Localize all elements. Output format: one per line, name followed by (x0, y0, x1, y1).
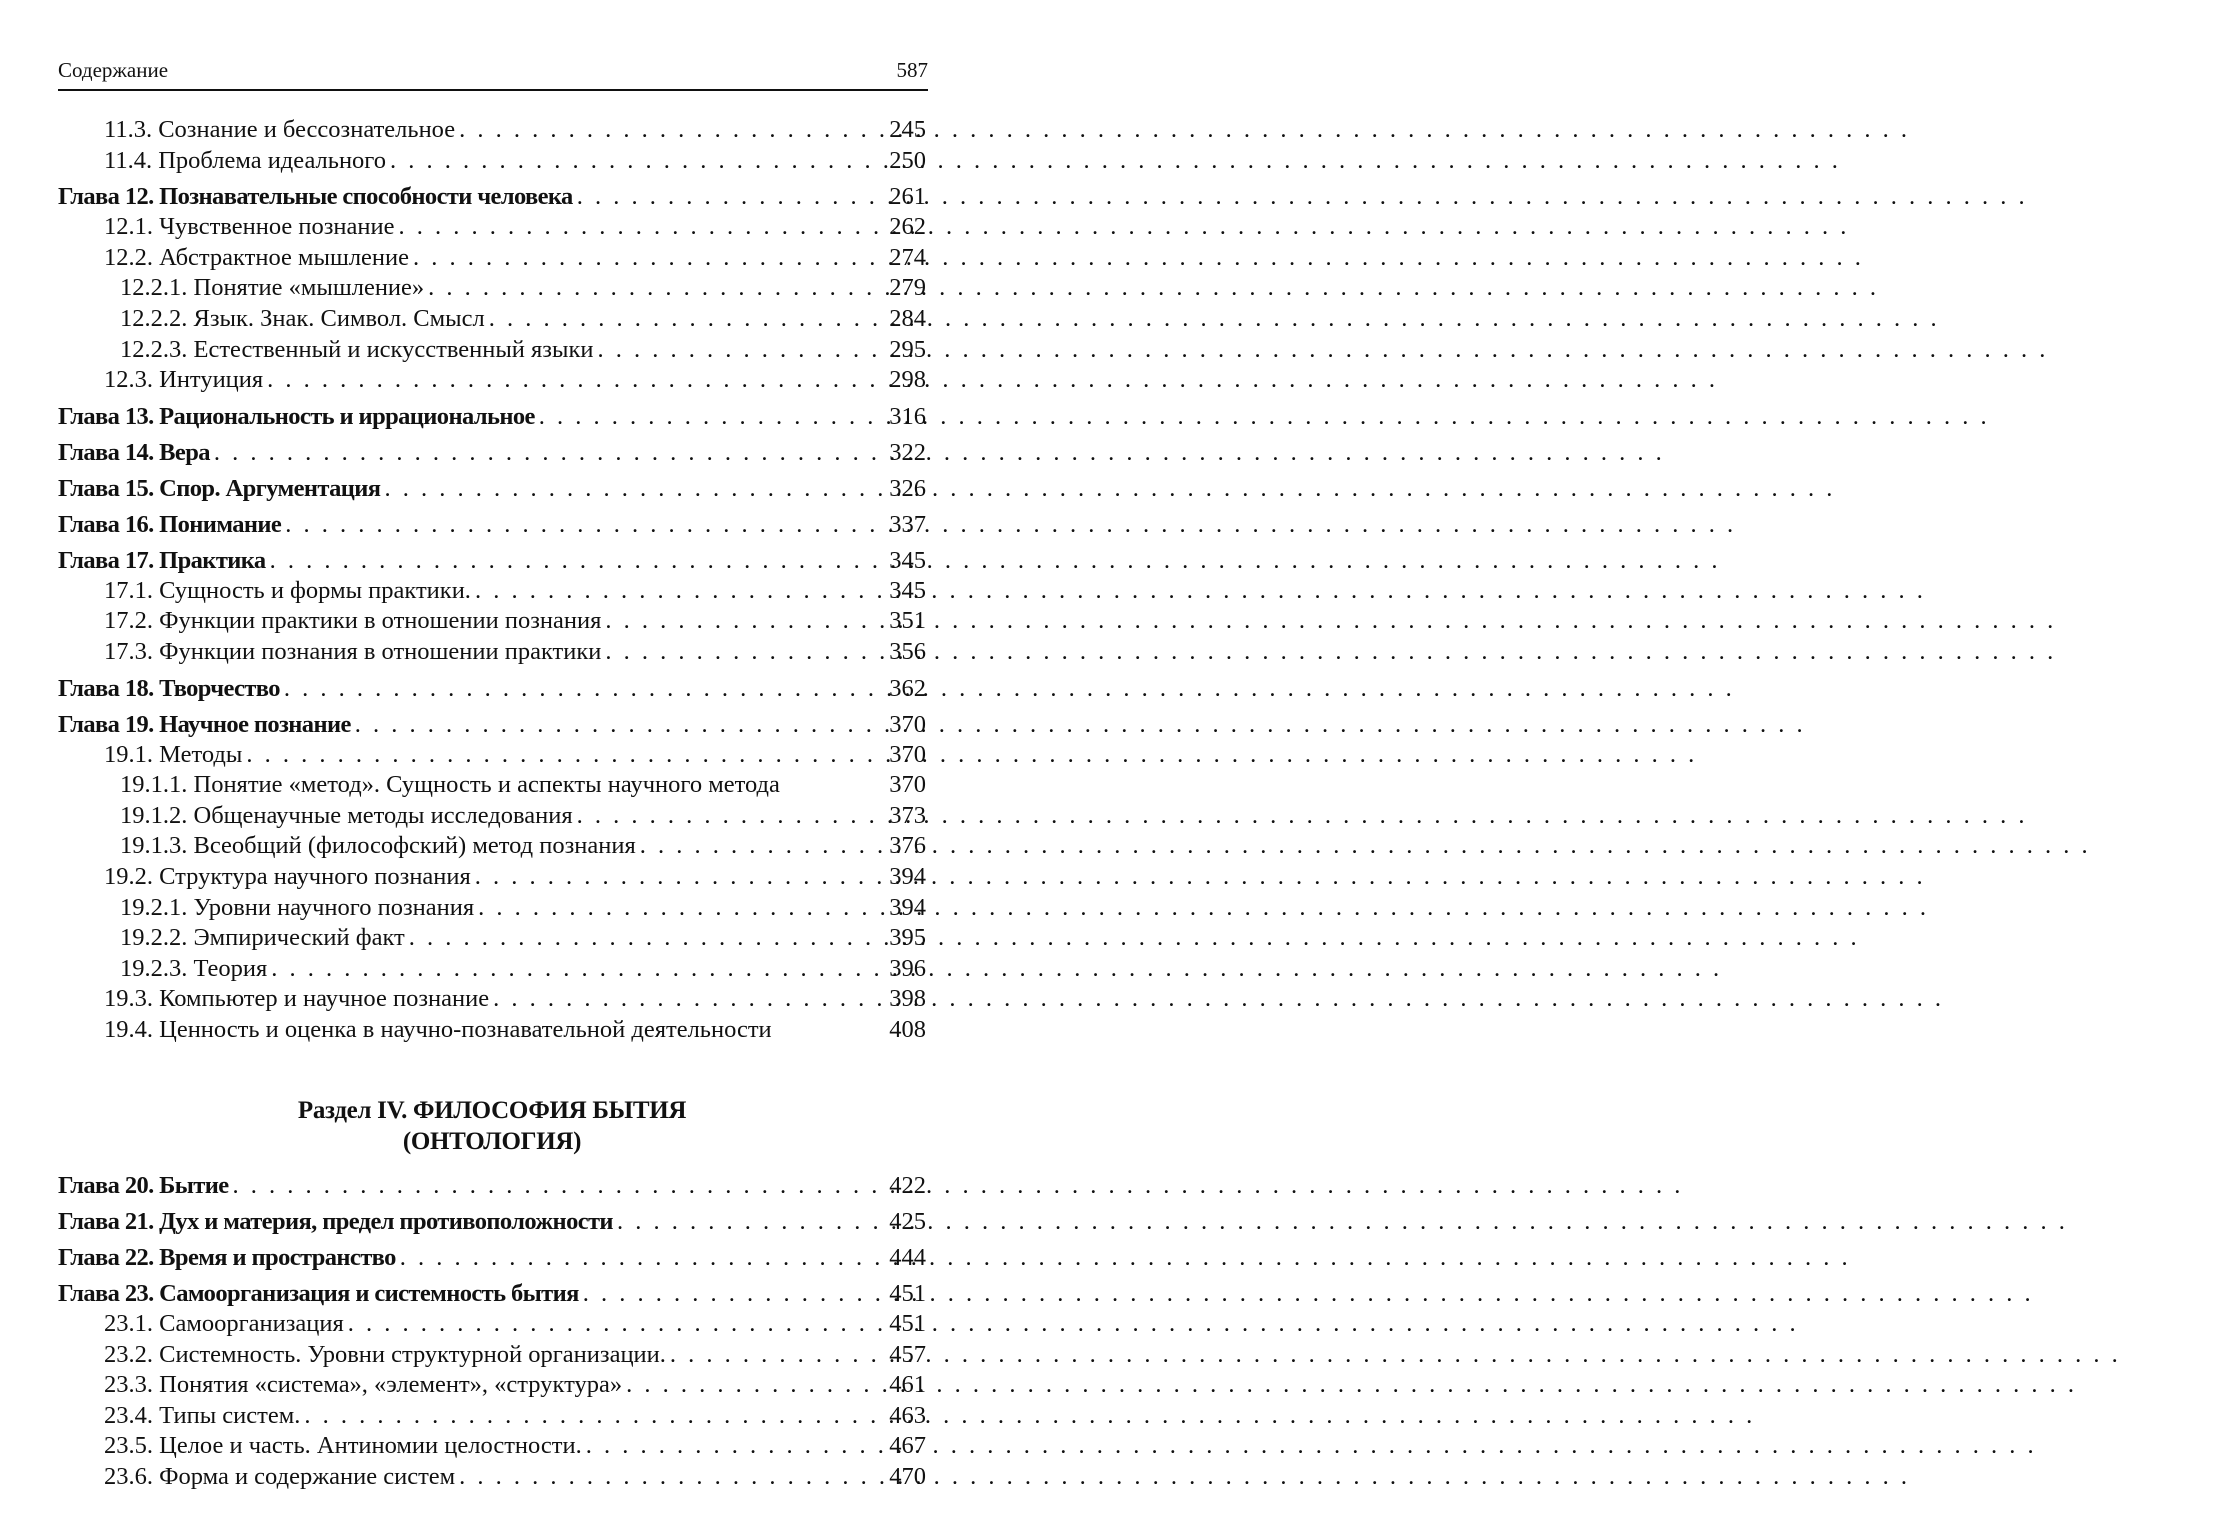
toc-leader-dots (384, 473, 874, 504)
running-header (58, 54, 928, 86)
toc-entry-page: 274 (889, 243, 926, 271)
toc-entry-page: 362 (889, 674, 926, 702)
toc-leader-dots (390, 146, 874, 177)
toc-entry-page: 461 (889, 1371, 926, 1399)
toc-leader-dots (413, 243, 874, 274)
toc-entry-page: 394 (889, 862, 926, 890)
toc-entry-page: 345 (889, 576, 926, 604)
toc-leader-dots (284, 673, 874, 704)
toc-entry-page: 370 (889, 710, 926, 738)
toc-entry-title: 17.2. Функции практики в отношении познания (104, 607, 602, 635)
toc-section-entry (58, 1431, 926, 1462)
toc-entry-page: 316 (889, 402, 926, 430)
toc-chapter-entry (58, 401, 926, 432)
toc-entry-page: 425 (889, 1208, 926, 1235)
toc-entry-title: 23.4. Типы систем. (104, 1401, 301, 1429)
toc-entry-page: 298 (889, 366, 926, 394)
toc-chapter-entry (58, 1206, 926, 1237)
toc-entry-page: 261 (889, 183, 926, 211)
toc-entry-page: 250 (889, 146, 926, 174)
toc-leader-dots (586, 1431, 874, 1462)
toc-entry-page: 322 (889, 438, 926, 466)
toc-leader-dots (348, 1309, 874, 1340)
header-rule (58, 89, 928, 91)
toc-entry-page: 451 (889, 1310, 926, 1337)
toc-entry-page: 370 (889, 740, 926, 768)
toc-section-entry (58, 1309, 926, 1340)
toc-leader-dots (304, 1401, 874, 1432)
toc-leader-dots (428, 273, 874, 304)
toc-entry-title: Глава 19. Научное познание (58, 710, 351, 738)
toc-leader-dots (475, 862, 874, 893)
toc-leader-dots (670, 1340, 874, 1371)
toc-entry-title: Глава 14. Вера (58, 438, 210, 466)
toc-entry-title: 19.1.2. Общенаучные методы исследования (120, 801, 573, 829)
toc-leader-dots (475, 576, 874, 607)
toc-entry-title: Глава 16. Понимание (58, 510, 282, 538)
toc-entry-page: 345 (889, 546, 926, 574)
toc-leader-dots (605, 637, 874, 668)
toc-entry-title: 11.3. Сознание и бессознательное (104, 116, 456, 143)
toc-section-entry (58, 770, 926, 801)
toc-section-entry (58, 304, 926, 335)
toc-leader-dots (605, 606, 874, 637)
toc-leader-dots (459, 115, 874, 146)
toc-section-entry (58, 801, 926, 832)
toc-section-entry (58, 637, 926, 668)
toc-entry-title: 19.1.3. Всеобщий (философский) метод познания (120, 832, 636, 860)
toc-chapter-entry (58, 673, 926, 704)
toc-entry-page: 467 (889, 1432, 926, 1460)
toc-entry-page: 284 (889, 304, 926, 332)
toc-leader-dots (355, 709, 874, 740)
toc-section-entry (58, 893, 926, 924)
toc-entry-title: 12.2.2. Язык. Знак. Символ. Смысл (120, 304, 485, 332)
toc-entry-title: 19.2.3. Теория (120, 954, 268, 982)
toc-section-entry (58, 146, 926, 177)
toc-section-entry (58, 335, 926, 366)
toc-leader-dots (577, 181, 874, 212)
toc-entry-title: Глава 18. Творчество (58, 674, 280, 702)
toc-leader-dots (626, 1370, 874, 1401)
toc-leader-dots (493, 984, 874, 1015)
toc-section-entry (58, 576, 926, 607)
toc-leader-dots (617, 1206, 874, 1237)
toc-chapter-entry (58, 1170, 926, 1201)
toc-entry-title: 12.2.1. Понятие «мышление» (120, 274, 425, 302)
toc-entry-title: 12.2. Абстрактное мышление (104, 243, 410, 271)
toc-section-entry (58, 954, 926, 985)
toc-leader-dots (459, 1462, 874, 1493)
toc-entry-title: 19.1.1. Понятие «метод». Сущность и аспекты научного метода (120, 771, 780, 799)
toc-entry-title: 23.2. Системность. Уровни структурной организации. (104, 1340, 666, 1368)
toc-entry-title: 12.2.3. Естественный и искусственный языки (120, 335, 594, 363)
toc-chapter-entry (58, 473, 926, 504)
toc-entry-title: 23.1. Самоорганизация (104, 1310, 344, 1337)
toc-section-entry (58, 740, 926, 771)
toc-leader-dots (583, 1278, 874, 1309)
toc-entry-page: 262 (889, 213, 926, 241)
section-heading (58, 1095, 926, 1157)
toc-entry-title: 17.1. Сущность и формы практики. (104, 576, 471, 604)
toc-entry-page: 457 (889, 1340, 926, 1368)
toc-entry-page: 422 (889, 1172, 926, 1199)
toc-leader-dots (233, 1170, 874, 1201)
toc-entry-title: 12.1. Чувственное познание (104, 213, 395, 241)
toc-entry-title: Глава 20. Бытие (58, 1172, 229, 1199)
toc-leader-dots (400, 1242, 874, 1273)
table-of-contents-top (58, 115, 926, 1045)
toc-entry-page: 451 (889, 1280, 926, 1307)
toc-entry-title: 19.1. Методы (104, 740, 243, 768)
toc-leader-dots (539, 401, 874, 432)
toc-entry-title: 19.2.2. Эмпирический факт (120, 924, 405, 952)
toc-entry-title: Глава 12. Познавательные способности человека (58, 183, 573, 211)
page-number: 587 (896, 58, 928, 82)
toc-chapter-entry (58, 1242, 926, 1273)
toc-entry-title: Глава 21. Дух и материя, предел противоположности (58, 1208, 613, 1235)
toc-section-entry (58, 243, 926, 274)
toc-entry-title: 23.6. Форма и содержание систем (104, 1462, 456, 1490)
section-heading-line-2: (ОНТОЛОГИЯ) (402, 1128, 582, 1155)
toc-section-entry (58, 1462, 926, 1493)
toc-entry-page: 396 (889, 954, 926, 982)
toc-section-entry (58, 831, 926, 862)
running-header-title: Содержание (58, 58, 169, 82)
table-of-contents-bottom (58, 1165, 926, 1493)
toc-leader-dots (267, 365, 874, 396)
toc-entry-page: 356 (889, 637, 926, 665)
toc-leader-dots (409, 923, 874, 954)
toc-entry-page: 326 (889, 474, 926, 502)
toc-entry-title: Глава 15. Спор. Аргументация (58, 474, 381, 502)
toc-chapter-entry (58, 1278, 926, 1309)
toc-entry-title: 19.3. Компьютер и научное познание (104, 985, 490, 1013)
toc-chapter-entry (58, 709, 926, 740)
toc-entry-page: 351 (889, 607, 926, 635)
toc-entry-title: 23.3. Понятия «система», «элемент», «структура» (104, 1371, 623, 1399)
toc-entry-page: 408 (889, 1015, 926, 1043)
toc-entry-title: 19.2.1. Уровни научного познания (120, 893, 475, 921)
toc-entry-title: 12.3. Интуиция (104, 366, 264, 394)
toc-entry-page: 395 (889, 924, 926, 952)
toc-leader-dots (214, 437, 874, 468)
toc-leader-dots (489, 304, 874, 335)
toc-section-entry (58, 273, 926, 304)
toc-section-entry (58, 984, 926, 1015)
toc-section-entry (58, 1340, 926, 1371)
toc-entry-page: 463 (889, 1401, 926, 1429)
toc-leader-dots (285, 509, 874, 540)
toc-leader-dots (271, 954, 874, 985)
toc-leader-dots (399, 212, 875, 243)
book-page (0, 0, 1000, 1538)
toc-entry-page: 295 (889, 335, 926, 363)
toc-entry-title: 11.4. Проблема идеального (104, 146, 386, 174)
toc-entry-title: 17.3. Функции познания в отношении практики (104, 637, 602, 665)
toc-entry-title: Глава 23. Самоорганизация и системность бытия (58, 1280, 579, 1307)
toc-entry-title: 19.2. Структура научного познания (104, 862, 471, 890)
toc-leader-dots (597, 335, 874, 366)
toc-leader-dots (640, 831, 874, 862)
toc-section-entry (58, 115, 926, 146)
toc-chapter-entry (58, 437, 926, 468)
toc-entry-page: 279 (889, 274, 926, 302)
toc-section-entry (58, 365, 926, 396)
toc-section-entry (58, 923, 926, 954)
toc-entry-page: 470 (889, 1462, 926, 1490)
toc-entry-title: Глава 22. Время и пространство (58, 1244, 396, 1271)
toc-chapter-entry (58, 509, 926, 540)
toc-leader-dots (246, 740, 874, 771)
toc-section-entry (58, 862, 926, 893)
toc-entry-page: 373 (889, 801, 926, 829)
toc-section-entry (58, 1401, 926, 1432)
toc-chapter-entry (58, 545, 926, 576)
toc-entry-page: 337 (889, 510, 926, 538)
toc-section-entry (58, 606, 926, 637)
toc-entry-page: 394 (889, 893, 926, 921)
toc-chapter-entry (58, 181, 926, 212)
toc-section-entry (58, 1015, 926, 1046)
toc-leader-dots (270, 545, 874, 576)
toc-entry-page: 376 (889, 832, 926, 860)
toc-leader-dots (478, 893, 874, 924)
toc-entry-title: Глава 13. Рациональность и иррациональное (58, 402, 535, 430)
section-heading-line-1: Раздел IV. ФИЛОСОФИЯ БЫТИЯ (297, 1097, 687, 1124)
toc-section-entry (58, 1370, 926, 1401)
toc-entry-title: 19.4. Ценность и оценка в научно-познавательной деятельности (104, 1015, 772, 1043)
toc-entry-page: 370 (889, 771, 926, 799)
toc-entry-title: 23.5. Целое и часть. Антиномии целостности. (104, 1432, 582, 1460)
toc-entry-title: Глава 17. Практика (58, 546, 266, 574)
toc-entry-page: 245 (889, 116, 926, 143)
toc-leader-dots (577, 801, 874, 832)
toc-entry-page: 398 (889, 985, 926, 1013)
toc-entry-page: 444 (889, 1244, 926, 1271)
toc-section-entry (58, 212, 926, 243)
